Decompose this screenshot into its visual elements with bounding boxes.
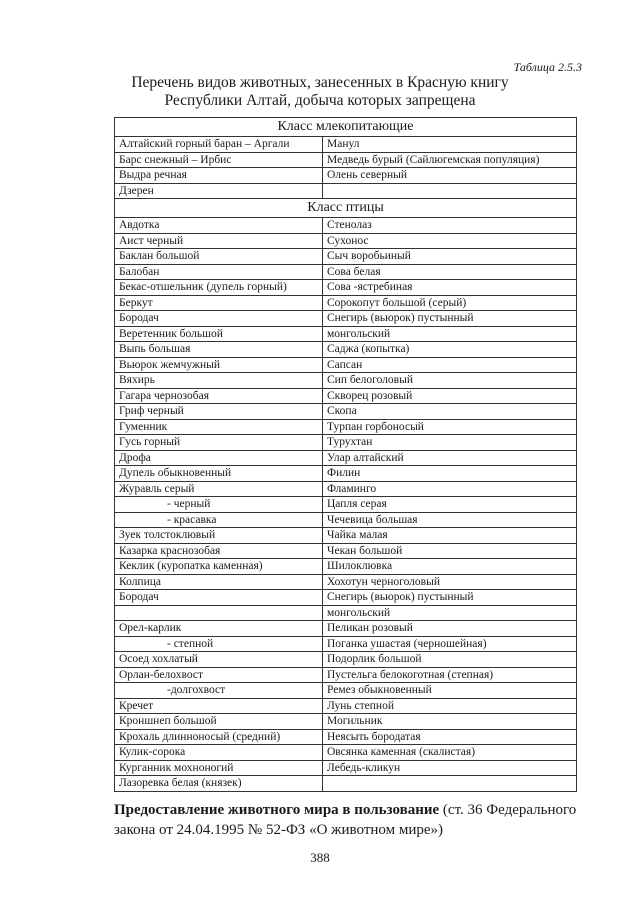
table-row <box>115 295 577 311</box>
table-row <box>115 183 577 199</box>
table-row <box>115 714 577 730</box>
title-line-2: Республики Алтай, добыча которых запрещена <box>164 92 476 109</box>
table-row <box>115 357 577 373</box>
species-right-cell: Неясыть бородатая <box>323 729 577 745</box>
species-right-cell: монгольский <box>323 326 577 342</box>
species-left-cell: Гуменник <box>115 419 323 435</box>
species-left-cell: Баклан большой <box>115 249 323 265</box>
species-left-cell: Журавль серый <box>115 481 323 497</box>
species-right-cell: Стенолаз <box>323 218 577 234</box>
species-right-cell: Филин <box>323 466 577 482</box>
species-left-cell: Колпица <box>115 574 323 590</box>
table-row <box>115 776 577 792</box>
species-right-cell: Скворец розовый <box>323 388 577 404</box>
species-right-cell: Чекан большой <box>323 543 577 559</box>
table-row <box>115 652 577 668</box>
table-row <box>115 528 577 544</box>
species-left-cell: Гусь горный <box>115 435 323 451</box>
species-right-cell: Лебедь-кликун <box>323 760 577 776</box>
table-row <box>115 419 577 435</box>
table-row <box>115 621 577 637</box>
species-left-cell: Бородач <box>115 311 323 327</box>
table-row <box>115 168 577 184</box>
table-row <box>115 218 577 234</box>
table-row <box>115 636 577 652</box>
table-row <box>115 404 577 420</box>
species-left-cell: Гриф черный <box>115 404 323 420</box>
table-row <box>115 435 577 451</box>
species-left-cell: - черный <box>115 497 323 513</box>
table-row <box>115 559 577 575</box>
species-left-cell: Авдотка <box>115 218 323 234</box>
species-left-cell: - красавка <box>115 512 323 528</box>
species-right-cell: Сухонос <box>323 233 577 249</box>
table-row <box>115 543 577 559</box>
species-right-cell: Турпан горбоносый <box>323 419 577 435</box>
species-right-cell: Олень северный <box>323 168 577 184</box>
class-header-row <box>115 199 577 218</box>
table-row <box>115 481 577 497</box>
table-row <box>115 729 577 745</box>
paragraph-text: (ст. 36 Федерального закона от 24.04.1995 № 52-ФЗ «О животном мире») <box>114 802 577 838</box>
species-right-cell: Сорокопут большой (серый) <box>323 295 577 311</box>
species-left-cell: Выпь большая <box>115 342 323 358</box>
species-right-cell: Турухтан <box>323 435 577 451</box>
table-row <box>115 512 577 528</box>
species-right-cell: Медведь бурый (Сайлюгемская популяция) <box>323 152 577 168</box>
species-left-cell: Орлан-белохвост <box>115 667 323 683</box>
species-left-cell: Дрофа <box>115 450 323 466</box>
species-right-cell: монгольский <box>323 605 577 621</box>
species-right-cell: Манул <box>323 137 577 153</box>
footer-paragraph <box>114 800 594 840</box>
species-left-cell: Дупель обыкновенный <box>115 466 323 482</box>
table-row <box>115 574 577 590</box>
species-left-cell: Бородач <box>115 590 323 606</box>
table-row <box>115 450 577 466</box>
species-left-cell: Барс снежный – Ирбис <box>115 152 323 168</box>
class-header: Класс млекопитающие <box>115 118 577 137</box>
species-right-cell: Подорлик большой <box>323 652 577 668</box>
species-left-cell: Аист черный <box>115 233 323 249</box>
species-right-cell <box>323 183 577 199</box>
table-row <box>115 605 577 621</box>
species-left-cell: -долгохвост <box>115 683 323 699</box>
table-row <box>115 311 577 327</box>
table-row <box>115 745 577 761</box>
table-row <box>115 233 577 249</box>
species-right-cell: Шилоклювка <box>323 559 577 575</box>
species-left-cell <box>115 605 323 621</box>
table-label: Таблица 2.5.3 <box>513 60 582 74</box>
species-right-cell: Саджа (копытка) <box>323 342 577 358</box>
species-right-cell: Лунь степной <box>323 698 577 714</box>
species-right-cell: Сыч воробьиный <box>323 249 577 265</box>
species-left-cell: Кулик-сорока <box>115 745 323 761</box>
class-header-row <box>115 118 577 137</box>
table-row <box>115 698 577 714</box>
species-right-cell: Поганка ушастая (черношейная) <box>323 636 577 652</box>
species-left-cell: Бекас-отшельник (дупель горный) <box>115 280 323 296</box>
species-left-cell: Казарка краснозобая <box>115 543 323 559</box>
species-right-cell: Ремез обыкновенный <box>323 683 577 699</box>
table-row <box>115 249 577 265</box>
title-line-1: Перечень видов животных, занесенных в Красную книгу <box>131 74 509 91</box>
species-left-cell: - степной <box>115 636 323 652</box>
table-row <box>115 342 577 358</box>
table-row <box>115 373 577 389</box>
table-row <box>115 326 577 342</box>
table-row <box>115 466 577 482</box>
species-right-cell: Фламинго <box>323 481 577 497</box>
table-row <box>115 137 577 153</box>
species-right-cell: Пеликан розовый <box>323 621 577 637</box>
species-right-cell: Могильник <box>323 714 577 730</box>
species-right-cell: Овсянка каменная (скалистая) <box>323 745 577 761</box>
species-left-cell: Курганник мохноногий <box>115 760 323 776</box>
species-left-cell: Осоед хохлатый <box>115 652 323 668</box>
species-right-cell: Снегирь (вьюрок) пустынный <box>323 311 577 327</box>
table-row <box>115 264 577 280</box>
species-left-cell: Беркут <box>115 295 323 311</box>
red-book-table <box>114 117 577 792</box>
species-right-cell: Сова -ястребиная <box>323 280 577 296</box>
table-row <box>115 152 577 168</box>
species-left-cell: Вьюрок жемчужный <box>115 357 323 373</box>
species-right-cell: Улар алтайский <box>323 450 577 466</box>
species-left-cell: Дзерен <box>115 183 323 199</box>
species-left-cell: Гагара чернозобая <box>115 388 323 404</box>
species-left-cell: Веретенник большой <box>115 326 323 342</box>
species-right-cell: Сова белая <box>323 264 577 280</box>
table-row <box>115 760 577 776</box>
table-row <box>115 667 577 683</box>
species-right-cell: Хохотун черноголовый <box>323 574 577 590</box>
table-row <box>115 388 577 404</box>
species-right-cell <box>323 776 577 792</box>
species-right-cell: Пустельга белокоготная (степная) <box>323 667 577 683</box>
species-right-cell: Сип белоголовый <box>323 373 577 389</box>
species-left-cell: Орел-карлик <box>115 621 323 637</box>
species-left-cell: Зуек толстоклювый <box>115 528 323 544</box>
species-right-cell: Скопа <box>323 404 577 420</box>
species-left-cell: Кеклик (куропатка каменная) <box>115 559 323 575</box>
table-row <box>115 497 577 513</box>
species-left-cell: Вяхирь <box>115 373 323 389</box>
species-right-cell: Чечевица большая <box>323 512 577 528</box>
species-left-cell: Лазоревка белая (князек) <box>115 776 323 792</box>
species-left-cell: Кречет <box>115 698 323 714</box>
page-title <box>0 74 640 110</box>
table-row <box>115 590 577 606</box>
class-header: Класс птицы <box>115 199 577 218</box>
species-left-cell: Крохаль длинноносый (средний) <box>115 729 323 745</box>
table-row <box>115 683 577 699</box>
species-left-cell: Выдра речная <box>115 168 323 184</box>
paragraph-heading: Предоставление животного мира в пользование <box>114 802 440 818</box>
species-right-cell: Снегирь (вьюрок) пустынный <box>323 590 577 606</box>
page-number: 388 <box>310 850 330 865</box>
species-right-cell: Цапля серая <box>323 497 577 513</box>
species-right-cell: Сапсан <box>323 357 577 373</box>
table-row <box>115 280 577 296</box>
species-left-cell: Алтайский горный баран – Аргали <box>115 137 323 153</box>
species-left-cell: Кроншнеп большой <box>115 714 323 730</box>
species-right-cell: Чайка малая <box>323 528 577 544</box>
species-left-cell: Балобан <box>115 264 323 280</box>
